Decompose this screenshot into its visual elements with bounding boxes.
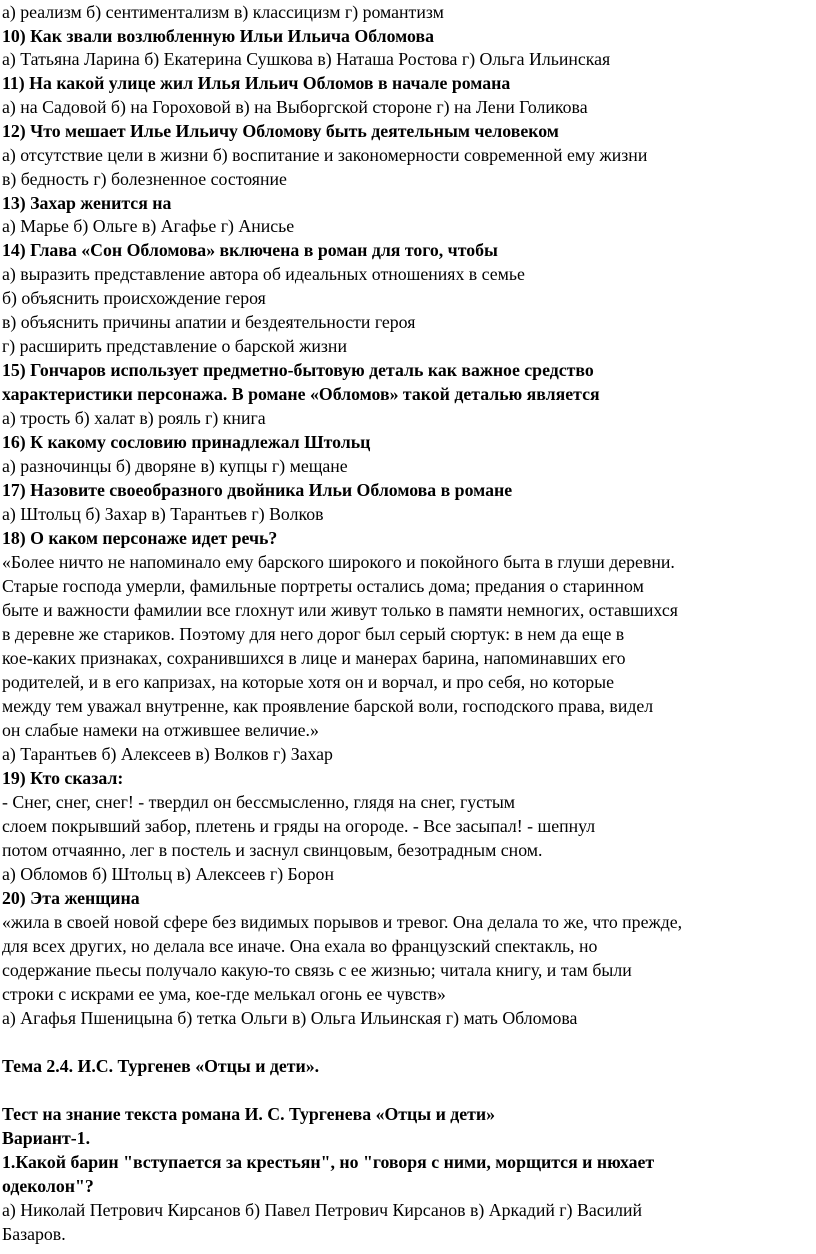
question-heading: 16) К какому сословию принадлежал Штольц	[2, 432, 371, 452]
text-line: а) Татьяна Ларина б) Екатерина Сушкова в) Наташа Ростова г) Ольга Ильинская	[2, 49, 611, 69]
text-line: в деревне же стариков. Поэтому для него дорог был серый сюртук: в нем да еще в	[2, 624, 625, 644]
text-line: а) на Садовой б) на Гороховой в) на Выборгской стороне г) на Лени Голикова	[2, 97, 588, 117]
question-heading: 13) Захар женится на	[2, 193, 172, 213]
text-line: а) отсутствие цели в жизни б) воспитание и закономерности современной ему жизни	[2, 145, 648, 165]
text-line: а) реализм б) сентиментализм в) классицизм г) романтизм	[2, 2, 444, 22]
text-line: а) Николай Петрович Кирсанов б) Павел Петрович Кирсанов в) Аркадий г) Василий	[2, 1200, 643, 1220]
text-line: содержание пьесы получало какую-то связь с ее жизнью; читала книгу, и там были	[2, 960, 632, 980]
question-heading: 12) Что мешает Илье Ильичу Обломову быть деятельным человеком	[2, 121, 559, 141]
text-line: а) выразить представление автора об идеальных отношениях в семье	[2, 264, 525, 284]
text-line: а) Тарантьев б) Алексеев в) Волков г) Захар	[2, 744, 333, 764]
text-line: а) Марье б) Ольге в) Агафье г) Анисье	[2, 216, 295, 236]
text-line: б) объяснить происхождение героя	[2, 288, 266, 308]
text-line: Базаров.	[2, 1224, 66, 1244]
text-line: «Более ничто не напоминало ему барского широкого и покойного быта в глуши деревни.	[2, 552, 675, 572]
text-line: а) разночинцы б) дворяне в) купцы г) мещане	[2, 456, 348, 476]
question-heading: 17) Назовите своеобразного двойника Ильи Обломова в романе	[2, 480, 513, 500]
text-line: в) бедность г) болезненное состояние	[2, 169, 287, 189]
text-line: а) Штольц б) Захар в) Тарантьев г) Волков	[2, 504, 324, 524]
text-line: Старые господа умерли, фамильные портреты остались дома; предания о старинном	[2, 576, 644, 596]
text-line: кое-каких признаках, сохранившихся в лице и манерах барина, напоминавших его	[2, 648, 626, 668]
question-heading: Вариант-1.	[2, 1128, 91, 1148]
text-line: строки с искрами ее ума, кое-где мелькал огонь ее чувств»	[2, 984, 446, 1004]
text-line: «жила в своей новой сфере без видимых порывов и тревог. Она делала то же, что прежде,	[2, 912, 683, 932]
text-line: потом отчаянно, лег в постель и заснул свинцовым, безотрадным сном.	[2, 840, 543, 860]
text-line: родителей, и в его капризах, на которые хотя он и ворчал, и про себя, но которые	[2, 672, 615, 692]
text-line: в) объяснить причины апатии и бездеятельности героя	[2, 312, 416, 332]
text-line: а) Агафья Пшеницына б) тетка Ольги в) Ольга Ильинская г) мать Обломова	[2, 1008, 578, 1028]
text-line: он слабые намеки на отжившее величие.»	[2, 720, 319, 740]
question-heading: 10) Как звали возлюбленную Ильи Ильича Обломова	[2, 26, 435, 46]
question-heading: 11) На какой улице жил Илья Ильич Обломов в начале романа	[2, 73, 511, 93]
question-heading: 15) Гончаров использует предметно-бытовую деталь как важное средство	[2, 360, 594, 380]
question-heading: одеколон"?	[2, 1176, 94, 1196]
question-heading: 20) Эта женщина	[2, 888, 140, 908]
text-line: слоем покрывший забор, плетень и гряды на огороде. - Все засыпал! - шепнул	[2, 816, 596, 836]
text-line: между тем уважал внутренне, как проявление барской воли, господского права, видел	[2, 696, 654, 716]
text-line: г) расширить представление о барской жизни	[2, 336, 347, 356]
question-heading: Тема 2.4. И.С. Тургенев «Отцы и дети».	[2, 1056, 320, 1076]
text-line: для всех других, но делала все иначе. Она ехала во французский спектакль, но	[2, 936, 598, 956]
question-heading: характеристики персонажа. В романе «Обломов» такой деталью является	[2, 384, 600, 404]
question-heading: 1.Какой барин "вступается за крестьян", но "говоря с ними, морщится и нюхает	[2, 1152, 655, 1172]
text-line: а) Обломов б) Штольц в) Алексеев г) Борон	[2, 864, 334, 884]
question-heading: 18) О каком персонаже идет речь?	[2, 528, 278, 548]
question-heading: 14) Глава «Сон Обломова» включена в роман для того, чтобы	[2, 240, 498, 260]
question-heading: Тест на знание текста романа И. С. Тургенева «Отцы и дети»	[2, 1104, 496, 1124]
text-line: а) трость б) халат в) рояль г) книга	[2, 408, 266, 428]
text-line: быте и важности фамилии все глохнут или живут только в памяти немногих, оставшихся	[2, 600, 678, 620]
question-heading: 19) Кто сказал:	[2, 768, 124, 788]
text-line: - Снег, снег, снег! - твердил он бессмысленно, глядя на снег, густым	[2, 792, 516, 812]
